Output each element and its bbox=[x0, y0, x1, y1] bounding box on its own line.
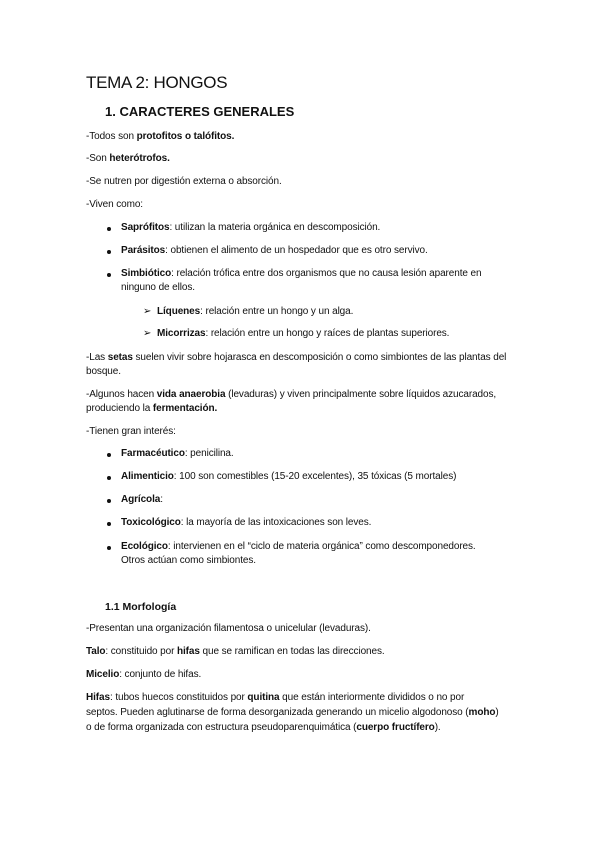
bullet-icon bbox=[107, 476, 111, 480]
page-title: TEMA 2: HONGOS bbox=[86, 73, 228, 92]
list-item-toxicologico: Toxicológico: la mayoría de las intoxicaciones son leves. bbox=[121, 517, 372, 528]
paragraph-nutricion: -Se nutren por digestión externa o absorción. bbox=[86, 176, 282, 187]
list-item-simbiotico: Simbiótico: relación trófica entre dos organismos que no causa lesión aparente en bbox=[121, 268, 482, 279]
paragraph-setas: -Las setas suelen vivir sobre hojarasca en descomposición o como simbiontes de las plantas del bbox=[86, 352, 507, 363]
paragraph-anaerobia: -Algunos hacen vida anaerobia (levaduras) y viven principalmente sobre líquidos azucarados, bbox=[86, 389, 497, 400]
paragraph-viven-como: -Viven como: bbox=[86, 199, 143, 210]
bullet-icon bbox=[107, 273, 111, 277]
bullet-icon bbox=[107, 250, 111, 254]
bullet-icon bbox=[107, 453, 111, 457]
list-item-ecologico-cont: Otros actúan como simbiontes. bbox=[121, 555, 256, 566]
section-heading-caracteres: 1. CARACTERES GENERALES bbox=[105, 104, 295, 119]
bullet-icon bbox=[107, 499, 111, 503]
sublist-item-micorrizas: Micorrizas: relación entre un hongo y raíces de plantas superiores. bbox=[157, 328, 450, 339]
list-item-simbiotico-cont: ninguno de ellos. bbox=[121, 282, 195, 293]
bullet-icon bbox=[107, 227, 111, 231]
section-heading-morfologia: 1.1 Morfología bbox=[105, 601, 177, 613]
paragraph-talo: Talo: constituido por hifas que se ramifican en todas las direcciones. bbox=[86, 646, 385, 657]
list-item-agricola: Agrícola: bbox=[121, 494, 163, 505]
paragraph-hifas-line2: septos. Pueden aglutinarse de forma desorganizada generando un micelio algodonoso (moho) bbox=[86, 707, 499, 718]
arrow-bullet-icon: ➢ bbox=[143, 328, 152, 339]
sublist-item-liquenes: Líquenes: relación entre un hongo y un alga. bbox=[157, 306, 354, 317]
list-item-farmaceutico: Farmacéutico: penicilina. bbox=[121, 448, 234, 459]
paragraph-protofitos: -Todos son protofitos o talófitos. bbox=[86, 131, 235, 142]
paragraph-anaerobia-cont: produciendo la fermentación. bbox=[86, 403, 218, 414]
list-item-parasitos: Parásitos: obtienen el alimento de un hospedador que es otro servivo. bbox=[121, 245, 428, 256]
bullet-icon bbox=[107, 522, 111, 526]
list-item-alimenticio: Alimenticio: 100 son comestibles (15-20 excelentes), 35 tóxicas (5 mortales) bbox=[121, 471, 457, 482]
paragraph-setas-cont: bosque. bbox=[86, 366, 121, 377]
paragraph-micelio: Micelio: conjunto de hifas. bbox=[86, 669, 202, 680]
paragraph-interes: -Tienen gran interés: bbox=[86, 426, 176, 437]
list-item-ecologico: Ecológico: intervienen en el “ciclo de materia orgánica” como descomponedores. bbox=[121, 541, 476, 552]
paragraph-hifas: Hifas: tubos huecos constituidos por quitina que están interiormente divididos o no por bbox=[86, 692, 465, 703]
paragraph-heterotrofos: -Son heterótrofos. bbox=[86, 153, 170, 164]
list-item-saprofitos: Saprófitos: utilizan la materia orgánica en descomposición. bbox=[121, 222, 381, 233]
paragraph-organizacion: -Presentan una organización filamentosa o unicelular (levaduras). bbox=[86, 623, 371, 634]
paragraph-hifas-line3: o de forma organizada con estructura pseudoparenquimática (cuerpo fructífero). bbox=[86, 722, 441, 733]
arrow-bullet-icon: ➢ bbox=[143, 306, 152, 317]
bullet-icon bbox=[107, 546, 111, 550]
